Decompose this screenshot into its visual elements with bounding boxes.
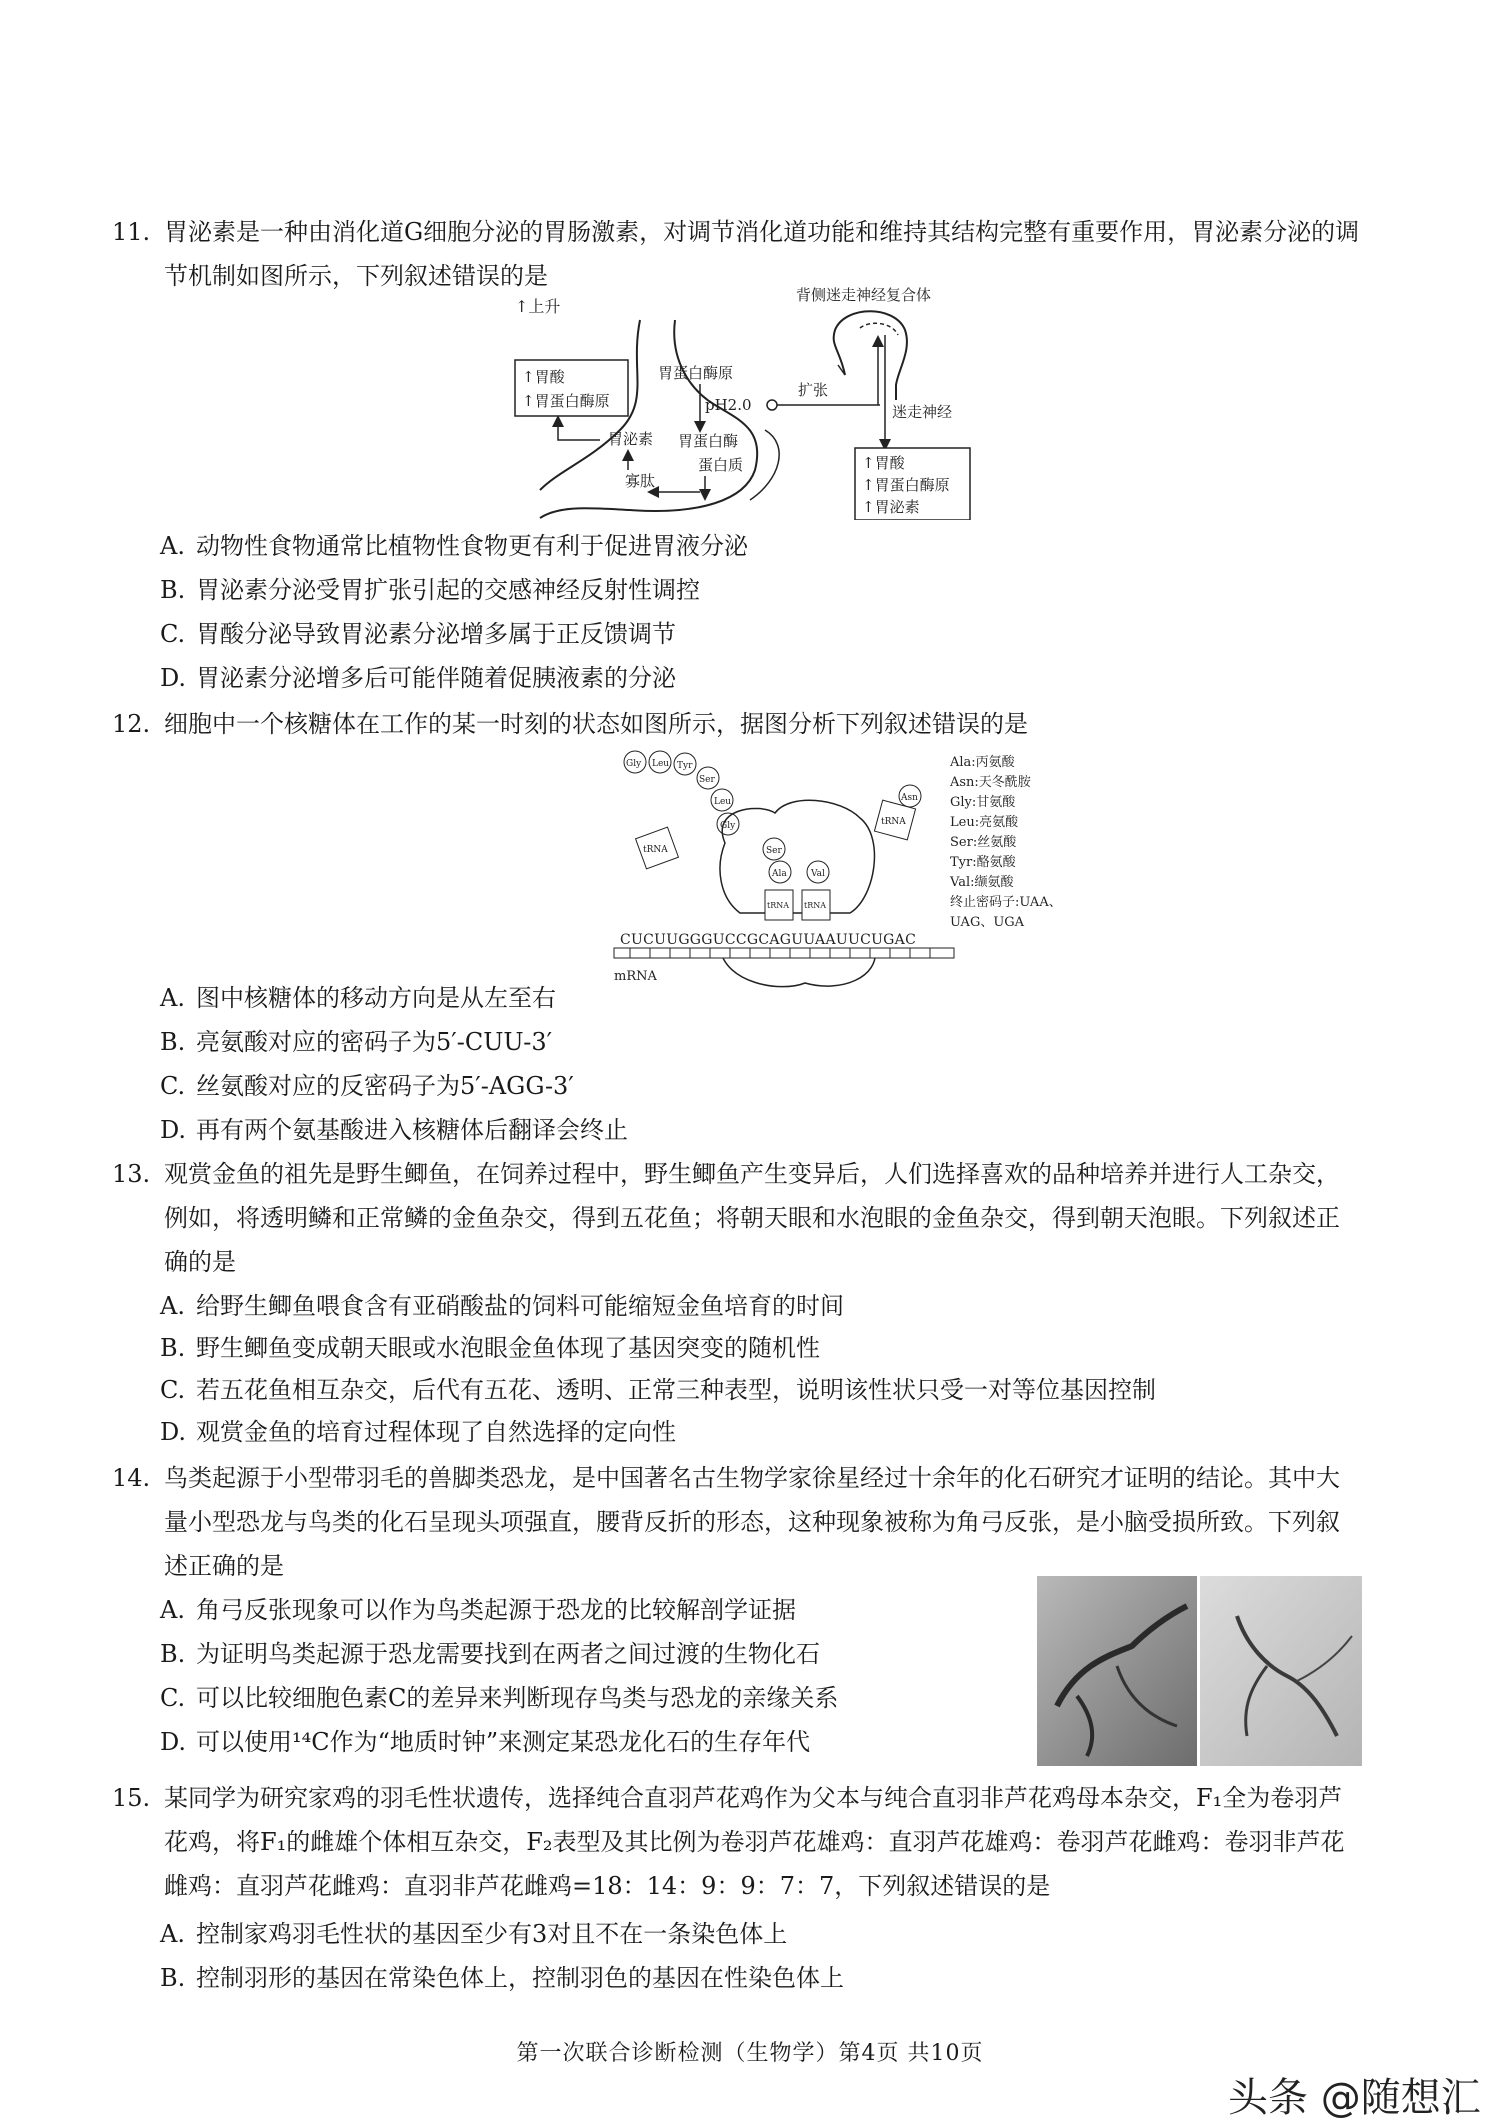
aa-7: Ser	[766, 846, 782, 856]
label-pepsin: 胃蛋白酶	[678, 432, 739, 450]
page-footer: 第一次联合诊断检测（生物学）第4页 共10页	[516, 2041, 984, 2066]
box1-line1: ↑胃酸	[522, 368, 565, 386]
question-15	[112, 1776, 1412, 1908]
box2-line3: ↑胃泌素	[862, 498, 920, 516]
label-ph: pH2.0	[705, 396, 752, 414]
mrna-sequence: CUCUUGGGUCCGCAGUUAAUUCUGAC	[620, 932, 917, 948]
svg-text:Ser:丝氨酸: Ser:丝氨酸	[950, 835, 1017, 850]
aa-free-val: Val	[811, 869, 825, 879]
question-number: 15.	[112, 1784, 151, 1812]
aa-5: Leu	[714, 797, 732, 807]
gastrin-regulation-diagram	[500, 280, 980, 520]
aa-8: Ala	[772, 869, 787, 879]
q12-option-a[interactable]: A. 图中核糖体的移动方向是从左至右	[160, 984, 556, 1012]
svg-text:Gly:甘氨酸: Gly:甘氨酸	[950, 795, 1016, 810]
up-legend: ↑上升	[515, 297, 561, 316]
label-protein: 蛋白质	[698, 456, 744, 474]
question-number: 14.	[112, 1464, 151, 1492]
svg-text:UAG、UGA: UAG、UGA	[950, 915, 1025, 930]
box2-line1: ↑胃酸	[862, 454, 905, 472]
q11-option-a[interactable]: A. 动物性食物通常比植物性食物更有利于促进胃液分泌	[160, 532, 748, 560]
svg-text:Val:缬氨酸: Val:缬氨酸	[950, 875, 1014, 890]
mrna-label: mRNA	[614, 969, 657, 984]
q12-option-b[interactable]: B. 亮氨酸对应的密码子为5′-CUU-3′	[160, 1028, 553, 1056]
ribosome-translation-diagram	[610, 748, 1090, 998]
svg-text:终止密码子:UAA、: 终止密码子:UAA、	[950, 895, 1062, 910]
aa-3: Tyr	[677, 761, 693, 771]
question-14	[112, 1456, 1412, 1588]
question-stem: 鸟类起源于小型带羽毛的兽脚类恐龙，是中国著名古生物学家徐星经过十余年的化石研究才证明的结论。其中大 量小型恐龙与鸟类的化石呈现头项强直，腰背反折的形态，这种现象被称为角弓反张，是小脑受损所致。下列叙 述正确的是	[164, 1464, 1340, 1580]
q14-option-c[interactable]: C. 可以比较细胞色素C的差异来判断现存鸟类与恐龙的亲缘关系	[160, 1684, 839, 1712]
svg-text:Ala:丙氨酸: Ala:丙氨酸	[950, 755, 1015, 770]
box2-line2: ↑胃蛋白酶原	[862, 476, 950, 494]
amino-acid-legend	[949, 755, 1062, 930]
label-distension: 扩张	[798, 381, 829, 399]
q15-option-a[interactable]: A. 控制家鸡羽毛性状的基因至少有3对且不在一条染色体上	[160, 1920, 788, 1948]
aa-1: Gly	[626, 759, 642, 769]
label-vagus-complex: 背侧迷走神经复合体	[796, 286, 932, 304]
peptide-chain	[624, 751, 921, 883]
q13-option-d[interactable]: D. 观赏金鱼的培育过程体现了自然选择的定向性	[160, 1418, 676, 1446]
aa-4: Ser	[699, 775, 715, 785]
q11-option-d[interactable]: D. 胃泌素分泌增多后可能伴随着促胰液素的分泌	[160, 664, 676, 692]
q11-option-c[interactable]: C. 胃酸分泌导致胃泌素分泌增多属于正反馈调节	[160, 620, 676, 648]
trna-free-left: tRNA	[643, 845, 668, 855]
q13-option-b[interactable]: B. 野生鲫鱼变成朝天眼或水泡眼金鱼体现了基因突变的随机性	[160, 1334, 820, 1362]
question-number: 13.	[112, 1160, 151, 1188]
trna-free-right: tRNA	[881, 817, 906, 827]
q11-option-b[interactable]: B. 胃泌素分泌受胃扩张引起的交感神经反射性调控	[160, 576, 700, 604]
aa-2: Leu	[652, 759, 670, 769]
q13-option-a[interactable]: A. 给野生鲫鱼喂食含有亚硝酸盐的饲料可能缩短金鱼培育的时间	[160, 1292, 844, 1320]
q12-option-d[interactable]: D. 再有两个氨基酸进入核糖体后翻译会终止	[160, 1116, 628, 1144]
q14-option-a[interactable]: A. 角弓反张现象可以作为鸟类起源于恐龙的比较解剖学证据	[160, 1596, 796, 1624]
q14-option-d[interactable]: D. 可以使用¹⁴C作为“地质时钟”来测定某恐龙化石的生存年代	[160, 1728, 811, 1756]
q13-option-c[interactable]: C. 若五花鱼相互杂交，后代有五花、透明、正常三种表型，说明该性状只受一对等位基因控制	[160, 1376, 1156, 1404]
svg-text:Leu:亮氨酸: Leu:亮氨酸	[950, 815, 1019, 830]
label-vagus-nerve: 迷走神经	[892, 403, 953, 421]
question-12	[112, 702, 1412, 746]
watermark: 头条 @随想汇	[1228, 2075, 1481, 2121]
question-13	[112, 1152, 1412, 1284]
question-number: 12.	[112, 710, 151, 738]
trna-a: tRNA	[804, 901, 827, 910]
question-stem: 观赏金鱼的祖先是野生鲫鱼，在饲养过程中，野生鲫鱼产生变异后，人们选择喜欢的品种培养并进行人工杂交， 例如，将透明鳞和正常鳞的金鱼杂交，得到五花鱼；将朝天眼和水泡眼的金鱼杂交，得到朝天泡眼。下列叙述正 确的是	[164, 1160, 1340, 1276]
question-stem: 细胞中一个核糖体在工作的某一时刻的状态如图所示，据图分析下列叙述错误的是	[164, 710, 1028, 738]
q12-option-c[interactable]: C. 丝氨酸对应的反密码子为5′-AGG-3′	[160, 1072, 574, 1100]
label-gastrin: 胃泌素	[608, 430, 654, 448]
label-pepsinogen: 胃蛋白酶原	[658, 364, 734, 382]
question-number: 11.	[112, 218, 151, 246]
question-stem: 某同学为研究家鸡的羽毛性状遗传，选择纯合直羽芦花鸡作为父本与纯合直羽非芦花鸡母本杂交，F₁全为卷羽芦 花鸡，将F₁的雌雄个体相互杂交，F₂表型及其比例为卷羽芦花雄鸡：直羽芦花雄鸡：卷羽芦花雌鸡：卷羽非芦花 雌鸡：直羽芦花雌鸡：直羽非芦花雌鸡=18：14：9：9：7：7，下列叙述错误的是	[164, 1784, 1345, 1900]
svg-text:Asn:天冬酰胺: Asn:天冬酰胺	[950, 775, 1031, 790]
label-oligopeptide: 寡肽	[625, 472, 656, 490]
aa-free-asn: Asn	[901, 793, 918, 803]
question-stem: 胃泌素是一种由消化道G细胞分泌的胃肠激素，对调节消化道功能和维持其结构完整有重要作用，胃泌素分泌的调 节机制如图所示，下列叙述错误的是	[164, 218, 1360, 290]
trna-p: tRNA	[767, 901, 790, 910]
q15-option-b[interactable]: B. 控制羽形的基因在常染色体上，控制羽色的基因在性染色体上	[160, 1964, 844, 1992]
svg-text:Tyr:酪氨酸: Tyr:酪氨酸	[950, 855, 1016, 870]
q14-option-b[interactable]: B. 为证明鸟类起源于恐龙需要找到在两者之间过渡的生物化石	[160, 1640, 820, 1668]
box1-line2: ↑胃蛋白酶原	[522, 392, 610, 410]
aa-6: Gly	[720, 821, 736, 831]
